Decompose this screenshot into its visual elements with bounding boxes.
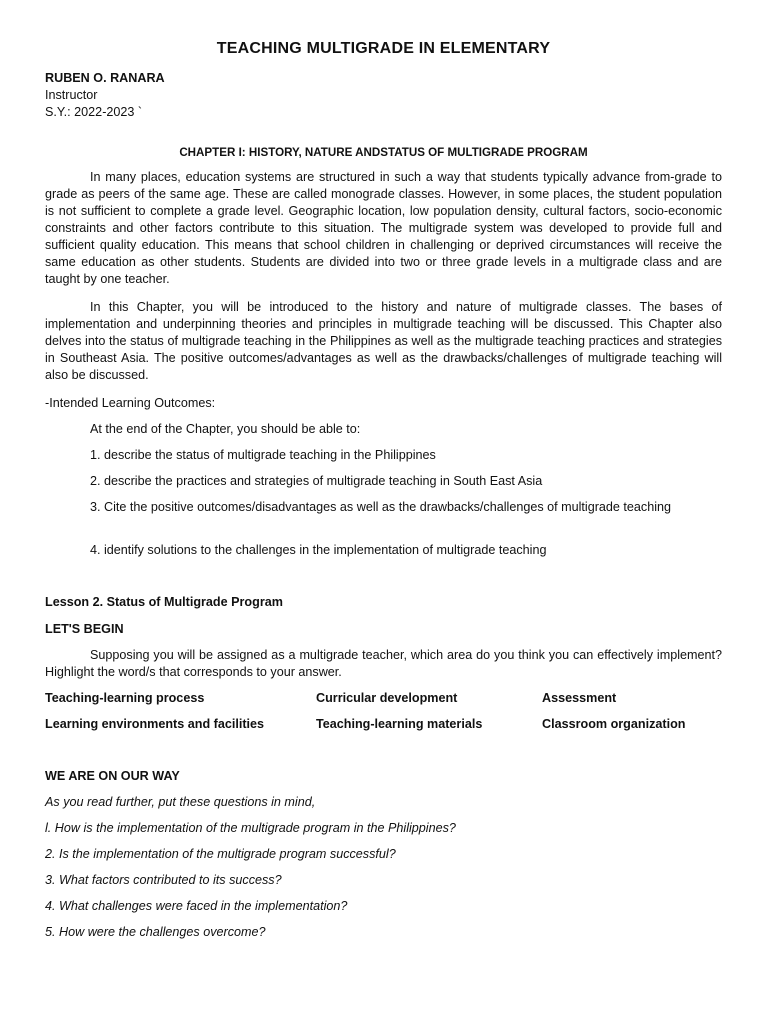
chapter-heading: CHAPTER I: HISTORY, NATURE ANDSTATUS OF MULTIGRADE PROGRAM [179,146,588,159]
intro-paragraph-1: In many places, education systems are structured in such a way that students typically advance from-grade to grade as peers of the same age. These are called monograde classes. However, in some places, the student population is not sufficient to complete a grade level. Geographic location, low population density, cultural factors, socio-economic constraints and other factors contribute to this situation. The multigrade system was developed to provide full and sufficient quality education. This means that school children in challenging or deprived circumstances will receive the same education as other students. Students are divided into two or three grade levels in a multigrade class and are taught by one teacher. [45,170,722,286]
author-role: Instructor [45,88,98,102]
area-teaching-learning-materials: Teaching-learning materials [316,717,483,731]
area-curricular-development: Curricular development [316,691,458,705]
outcomes-heading: -Intended Learning Outcomes: [45,396,216,410]
guide-question-5: 5. How were the challenges overcome? [45,925,266,939]
author-name: RUBEN O. RANARA [45,71,165,85]
outcomes-lead: At the end of the Chapter, you should be able to: [90,422,361,436]
outcome-item-4: 4. identify solutions to the challenges in the implementation of multigrade teaching [90,543,547,557]
guide-question-1: l. How is the implementation of the multigrade program in the Philippines? [45,821,456,835]
guide-question-2: 2. Is the implementation of the multigrade program successful? [45,847,396,861]
author-block [45,70,165,121]
outcome-item-1: 1. describe the status of multigrade teaching in the Philippines [90,448,436,462]
area-assessment: Assessment [542,691,617,705]
area-learning-environments: Learning environments and facilities [45,717,265,731]
lets-begin-heading: LET'S BEGIN [45,622,124,636]
guide-question-4: 4. What challenges were faced in the implementation? [45,899,348,913]
on-our-way-heading: WE ARE ON OUR WAY [45,769,180,783]
document-title: TEACHING MULTIGRADE IN ELEMENTARY [216,40,551,57]
outcome-item-2: 2. describe the practices and strategies of multigrade teaching in South East Asia [90,474,543,488]
area-classroom-organization: Classroom organization [542,717,686,731]
guide-question-3: 3. What factors contributed to its success? [45,873,282,887]
school-year: S.Y.: 2022-2023 ` [45,105,143,119]
lesson-heading: Lesson 2. Status of Multigrade Program [45,595,283,609]
outcome-item-3: 3. Cite the positive outcomes/disadvantages as well as the drawbacks/challenges of multigrade teaching [90,500,672,514]
area-teaching-learning-process: Teaching-learning process [45,691,205,705]
on-our-way-lead: As you read further, put these questions in mind, [45,795,316,809]
lesson-prompt: Supposing you will be assigned as a multigrade teacher, which area do you think you can effectively implement? Highlight the word/s that corresponds to your answer. [45,648,722,679]
intro-paragraph-2: In this Chapter, you will be introduced to the history and nature of multigrade classes. The bases of implementation and underpinning theories and principles in multigrade teaching will be discussed. This Chapter also delves into the status of multigrade teaching in the Philippines as well as the multigrade teaching practices and strategies in Southeast Asia. The positive outcomes/advantages as well as the drawbacks/challenges of multigrade teaching will also be discussed. [45,300,722,382]
